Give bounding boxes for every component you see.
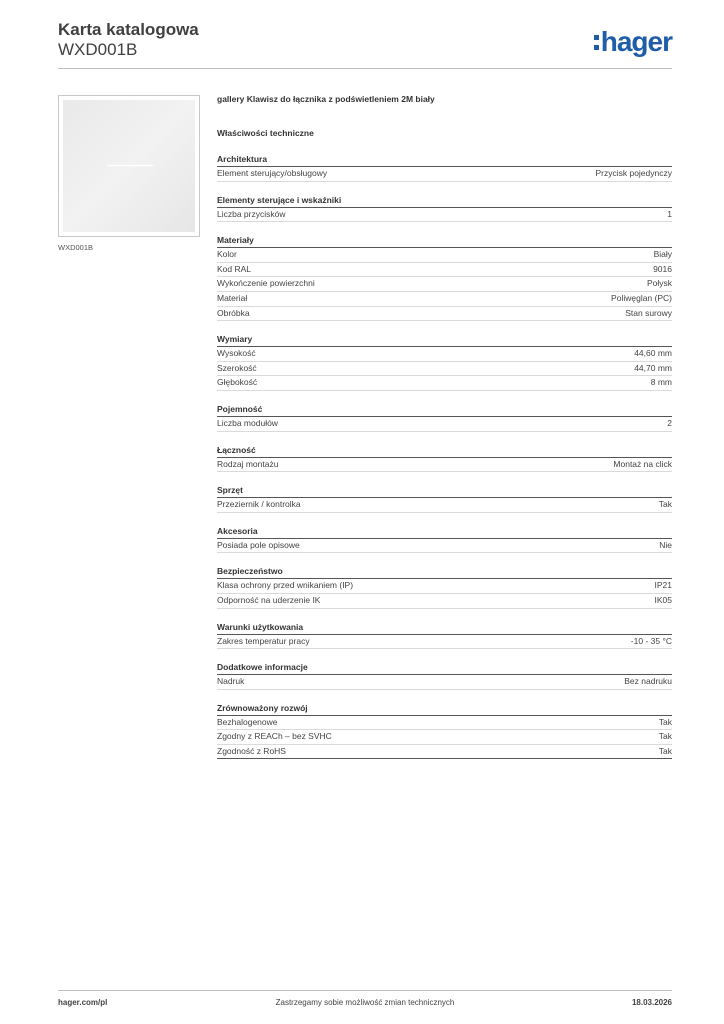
header-divider bbox=[58, 68, 672, 69]
section-title: Materiały bbox=[217, 234, 672, 248]
spec-value: Przycisk pojedynczy bbox=[595, 168, 672, 178]
spec-row bbox=[217, 362, 672, 377]
product-code: WXD001B bbox=[58, 40, 138, 59]
product-image bbox=[58, 95, 200, 237]
spec-value: Tak bbox=[658, 745, 672, 756]
footer-divider bbox=[58, 990, 672, 991]
spec-section bbox=[217, 153, 672, 182]
spec-value: IP21 bbox=[654, 580, 672, 591]
spec-row bbox=[217, 635, 672, 650]
spec-row bbox=[217, 307, 672, 322]
spec-row bbox=[217, 292, 672, 307]
spec-row bbox=[217, 539, 672, 554]
spec-label: Odporność na uderzenie IK bbox=[217, 594, 321, 605]
product-name: gallery Klawisz do łącznika z podświetleniem 2M biały bbox=[217, 94, 435, 104]
section-title: Wymiary bbox=[217, 333, 672, 347]
spec-label: Kolor bbox=[217, 249, 237, 260]
section-title: Dodatkowe informacje bbox=[217, 661, 672, 675]
led-indicator-line bbox=[107, 165, 153, 166]
section-title: Architektura bbox=[217, 153, 672, 167]
spec-label: Kod RAL bbox=[217, 263, 252, 274]
spec-section bbox=[217, 565, 672, 608]
spec-label: Liczba przycisków bbox=[217, 208, 286, 219]
spec-section bbox=[217, 702, 672, 760]
spec-sections bbox=[217, 153, 672, 759]
document-title: Karta katalogowa bbox=[58, 20, 199, 39]
spec-value: Bez nadruku bbox=[624, 676, 672, 687]
spec-label: Obróbka bbox=[217, 307, 250, 318]
hager-logo bbox=[594, 26, 672, 58]
spec-value: Biały bbox=[653, 249, 672, 260]
spec-row bbox=[217, 347, 672, 362]
logo-text: hager bbox=[600, 26, 672, 57]
spec-section bbox=[217, 444, 672, 473]
spec-value: 1 bbox=[667, 208, 672, 219]
section-title: Warunki użytkowania bbox=[217, 621, 672, 635]
spec-value: Połysk bbox=[646, 278, 672, 289]
spec-label: Rodzaj montażu bbox=[217, 458, 279, 469]
section-title: Zrównoważony rozwój bbox=[217, 702, 672, 716]
footer-website-link[interactable]: hager.com/pl bbox=[58, 998, 108, 1007]
spec-section bbox=[217, 234, 672, 321]
spec-label: Element sterujący/obsługowy bbox=[217, 168, 328, 178]
spec-row bbox=[217, 208, 672, 223]
spec-row bbox=[217, 248, 672, 263]
page-header bbox=[58, 20, 672, 68]
footer-date: 18.03.2026 bbox=[631, 998, 672, 1007]
spec-section bbox=[217, 525, 672, 554]
spec-value: IK05 bbox=[654, 594, 672, 605]
page-footer bbox=[58, 998, 672, 1010]
spec-label: Zgodność z RoHS bbox=[217, 745, 286, 756]
spec-section bbox=[217, 333, 672, 391]
spec-label: Liczba modułów bbox=[217, 417, 278, 428]
spec-label: Bezhalogenowe bbox=[217, 716, 278, 727]
spec-label: Wykończenie powierzchni bbox=[217, 278, 315, 289]
spec-label: Wysokość bbox=[217, 348, 256, 359]
spec-section bbox=[217, 621, 672, 650]
spec-row bbox=[217, 579, 672, 594]
spec-label: Materiał bbox=[217, 292, 248, 303]
spec-row bbox=[217, 730, 672, 745]
spec-label: Szerokość bbox=[217, 362, 257, 373]
spec-row bbox=[217, 277, 672, 292]
spec-label: Głębokość bbox=[217, 377, 258, 388]
spec-row bbox=[217, 458, 672, 473]
spec-row bbox=[217, 263, 672, 278]
spec-row bbox=[217, 498, 672, 513]
product-specification bbox=[217, 94, 672, 759]
image-caption: WXD001B bbox=[58, 243, 94, 252]
section-title: Sprzęt bbox=[217, 484, 672, 498]
logo-colon-icon bbox=[594, 35, 599, 50]
spec-label: Zgodny z REACh – bez SVHC bbox=[217, 731, 332, 742]
spec-section bbox=[217, 484, 672, 513]
spec-value: -10 - 35 °C bbox=[630, 635, 672, 646]
spec-row bbox=[217, 594, 672, 609]
spec-row bbox=[217, 167, 672, 182]
spec-label: Nadruk bbox=[217, 676, 245, 687]
spec-value: Tak bbox=[658, 731, 672, 742]
spec-label: Posiada pole opisowe bbox=[217, 539, 300, 550]
footer-disclaimer: Zastrzegamy sobie możliwość zmian technicznych bbox=[275, 998, 455, 1007]
spec-value: 44,70 mm bbox=[634, 362, 672, 373]
switch-plate-image bbox=[63, 100, 195, 232]
section-title: Elementy sterujące i wskaźniki bbox=[217, 194, 672, 208]
spec-value: 44,60 mm bbox=[634, 348, 672, 359]
spec-row bbox=[217, 716, 672, 731]
spec-value: Nie bbox=[659, 539, 672, 550]
spec-value: 8 mm bbox=[650, 377, 672, 388]
spec-value: Poliwęglan (PC) bbox=[611, 292, 672, 303]
spec-label: Klasa ochrony przed wnikaniem (IP) bbox=[217, 580, 354, 591]
spec-value: Stan surowy bbox=[625, 307, 672, 318]
section-title: Akcesoria bbox=[217, 525, 672, 539]
spec-value: Tak bbox=[658, 716, 672, 727]
spec-row bbox=[217, 417, 672, 432]
spec-label: Przeziernik / kontrolka bbox=[217, 499, 301, 510]
section-title: Pojemność bbox=[217, 403, 672, 417]
spec-section bbox=[217, 661, 672, 690]
spec-section bbox=[217, 403, 672, 432]
spec-value: Tak bbox=[658, 499, 672, 510]
section-title: Łączność bbox=[217, 444, 672, 458]
spec-row bbox=[217, 675, 672, 690]
spec-row bbox=[217, 745, 672, 760]
spec-section bbox=[217, 194, 672, 223]
properties-heading: Właściwości techniczne bbox=[217, 128, 314, 138]
spec-value: 9016 bbox=[653, 263, 672, 274]
section-title: Bezpieczeństwo bbox=[217, 565, 672, 579]
spec-value: 2 bbox=[667, 417, 672, 428]
spec-row bbox=[217, 376, 672, 391]
spec-label: Zakres temperatur pracy bbox=[217, 635, 310, 646]
spec-value: Montaż na click bbox=[613, 458, 672, 469]
